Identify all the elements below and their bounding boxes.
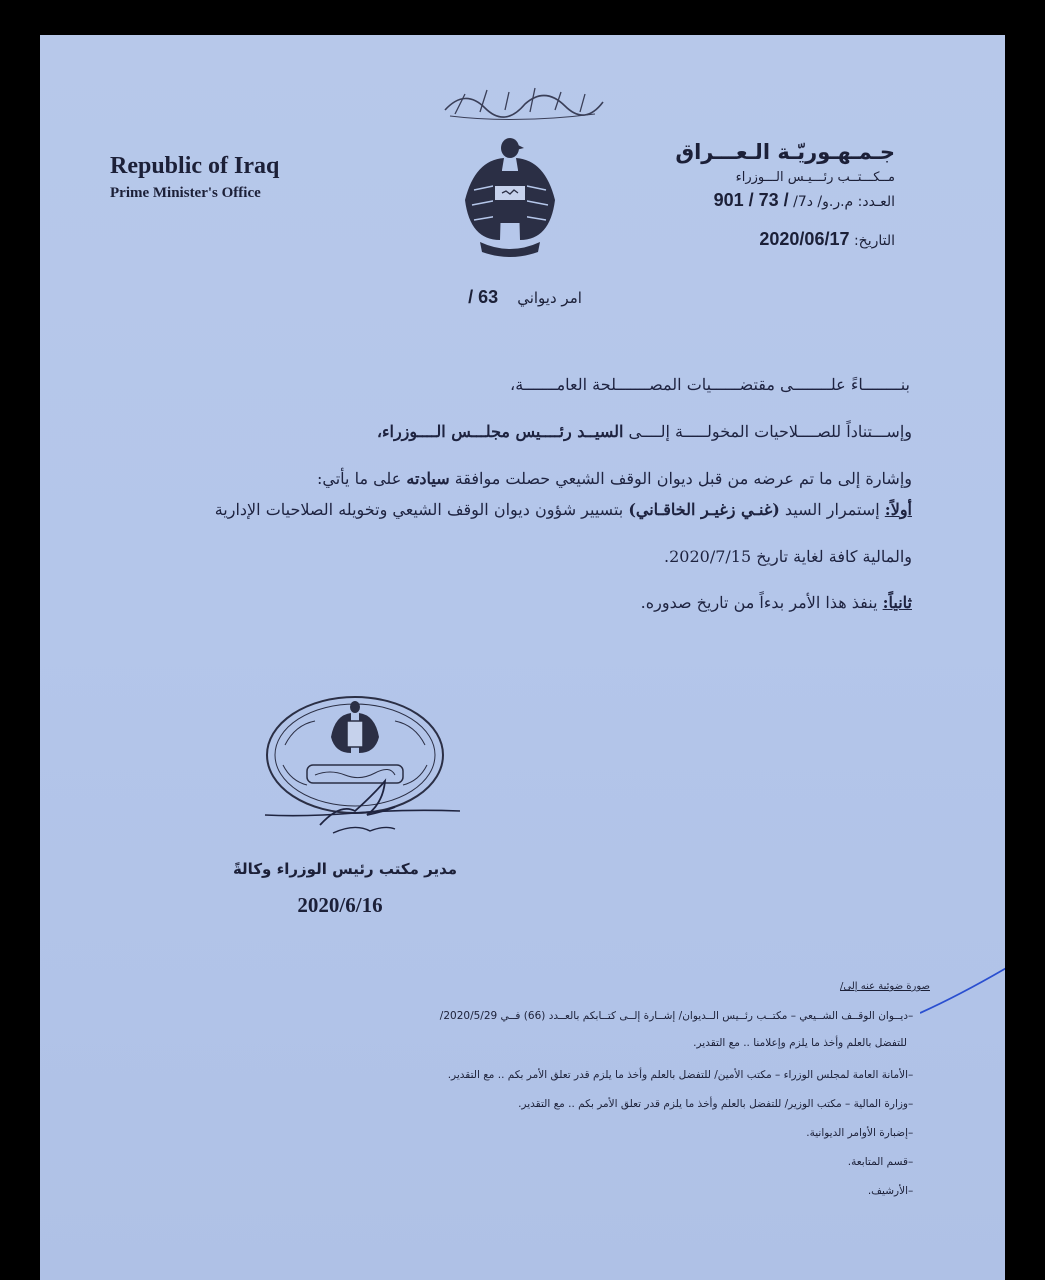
copy-recipient-5 bbox=[848, 1156, 930, 1168]
reference-number: 901 / 73 / bbox=[713, 190, 789, 210]
document-page bbox=[40, 35, 1005, 1280]
iraq-eagle-emblem bbox=[460, 130, 560, 260]
issue-date-line bbox=[630, 229, 895, 250]
english-country-title: Republic of Iraq bbox=[110, 153, 280, 179]
clause-first-name: (غنـي زغيـر الخاقـاني) bbox=[628, 500, 780, 519]
arabic-office-subtitle: مــكـــتــب رئـــيـس الـــوزراء bbox=[735, 170, 895, 185]
seal-eagle-icon bbox=[331, 701, 379, 753]
arabic-country-title: جـمـهـوريّـة الـعـــراق bbox=[675, 140, 895, 164]
clause-first-text-b: بتسيير شؤون ديوان الوقف الشيعي وتخويله الصلاحيات الإدارية bbox=[214, 500, 629, 519]
reference-label: العـدد: م.ر.و/ د7/ bbox=[793, 194, 895, 210]
bullet-dash: – bbox=[908, 1127, 914, 1139]
copy-recipient-text: قسم المتابعة. bbox=[847, 1156, 908, 1168]
signer-title: مدير مكتب رئيس الوزراء وكالةً bbox=[232, 860, 458, 878]
bullet-dash: – bbox=[908, 1098, 914, 1110]
copy-recipient-text: ديــوان الوقــف الشــيعي – مكتــب رئــيس الــديوان/ إشــارة إلــى كتــابكم بالعــدد (66) فــي 2020/5/29/ bbox=[439, 1010, 908, 1022]
body-line-2-text: وإســـتناداً للصــــلاحيات المخولـــــة إلــــى bbox=[623, 422, 912, 441]
copy-recipient-3 bbox=[518, 1098, 930, 1110]
order-number: 63 / bbox=[468, 287, 499, 307]
copies-heading: صورة ضوئية عنه إلى/ bbox=[840, 981, 930, 992]
body-line-1: بنــــــــاءً علــــــــى مقتضــــــيات المصـــــــلحة العامـــــــة، bbox=[510, 375, 910, 394]
body-line-2-bold: السيــد رئــــيس مجلـــس الــــوزراء، bbox=[376, 422, 624, 441]
basmala-calligraphy bbox=[435, 80, 610, 122]
copy-recipient-2 bbox=[448, 1069, 930, 1081]
pen-mark bbox=[920, 965, 1005, 1015]
signature-date: 2020/6/16 bbox=[297, 893, 383, 917]
bullet-dash: – bbox=[908, 1185, 914, 1197]
date-label: التاريخ: bbox=[853, 233, 895, 249]
copy-recipient-6 bbox=[868, 1185, 930, 1197]
clause-first-continuation: والمالية كافة لغاية تاريخ 2020/7/15. bbox=[664, 547, 912, 566]
clause-second bbox=[641, 593, 912, 612]
copy-recipient-text: الأمانة العامة لمجلس الوزراء – مكتب الأمين/ للتفضل بالعلم وأخذ ما يلزم قدر تعلق الأمر بكم .. مع التقدير. bbox=[447, 1069, 908, 1081]
body-line-3-text: وإشارة إلى ما تم عرضه من قبل ديوان الوقف الشيعي حصلت موافقة bbox=[449, 469, 912, 488]
body-line-3-end: على ما يأتي: bbox=[316, 469, 407, 488]
copy-recipient-text: الأرشيف. bbox=[867, 1185, 908, 1197]
copy-recipient-text: إضبارة الأوامر الديوانية. bbox=[806, 1127, 908, 1139]
copy-recipient-4 bbox=[806, 1127, 930, 1139]
body-line-3 bbox=[317, 469, 912, 488]
body-line-3-bold: سيادته bbox=[406, 469, 450, 488]
official-seal-and-signature bbox=[245, 685, 465, 845]
clause-first bbox=[215, 500, 912, 519]
english-office-subtitle: Prime Minister's Office bbox=[110, 185, 261, 201]
issue-date: 2020/06/17 bbox=[759, 229, 850, 249]
order-title bbox=[360, 287, 690, 308]
bullet-dash: – bbox=[908, 1069, 914, 1081]
clause-first-text-a: إستمرار السيد bbox=[779, 500, 885, 519]
copy-recipient-1 bbox=[440, 1010, 930, 1022]
bullet-dash: – bbox=[908, 1156, 914, 1168]
basmala-text: بسم الله الرحمن الرحيم bbox=[516, 104, 528, 105]
body-line-2 bbox=[377, 422, 912, 441]
reference-number-line bbox=[630, 190, 895, 211]
clause-first-label: أولاً: bbox=[884, 500, 912, 519]
copy-recipient-1-continuation: للتفضل بالعلم وأخذ ما يلزم وإعلامنا .. مع التقدير. bbox=[693, 1037, 907, 1049]
copy-recipient-text: وزارة المالية – مكتب الوزير/ للتفضل بالعلم وأخذ ما يلزم قدر تعلق الأمر بكم .. مع التقدير. bbox=[518, 1098, 908, 1110]
order-label: امر ديواني bbox=[517, 289, 582, 307]
clause-second-text: ينفذ هذا الأمر بدءاً من تاريخ صدوره. bbox=[640, 593, 883, 612]
bullet-dash: – bbox=[908, 1010, 914, 1022]
clause-second-label: ثانياً: bbox=[882, 593, 912, 612]
